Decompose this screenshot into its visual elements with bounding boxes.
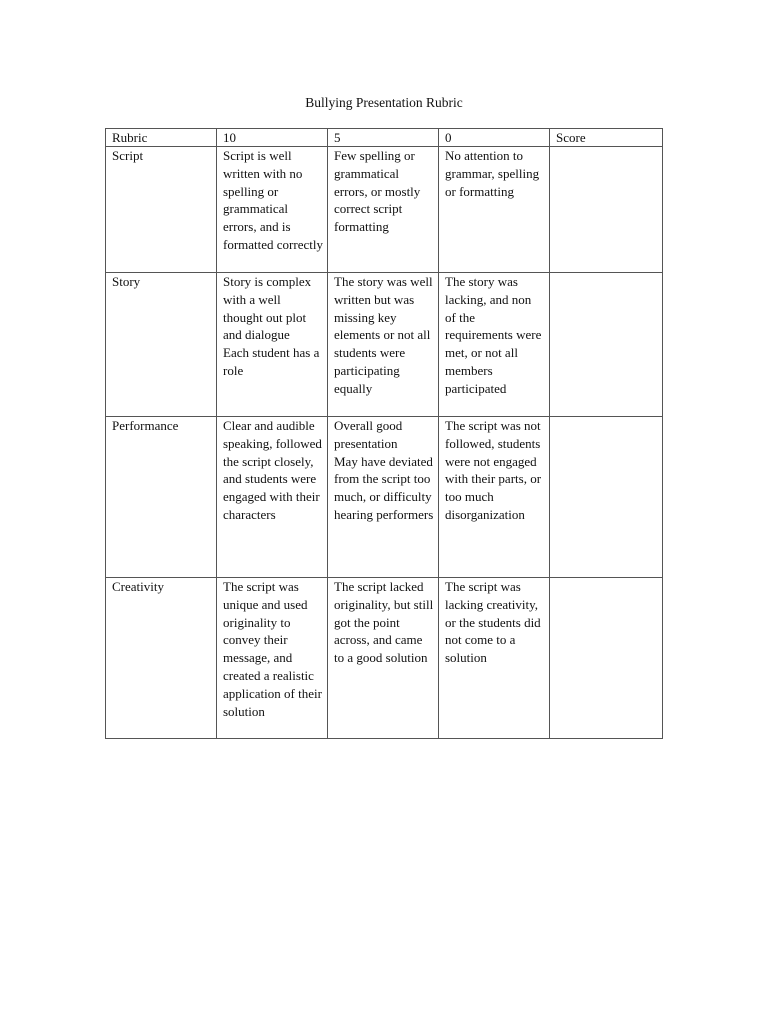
table-row <box>106 273 663 417</box>
level-10-cell: Clear and audible speaking, followed the script closely, and students were engaged with their characters <box>217 417 328 578</box>
criterion-cell: Creativity <box>106 578 217 739</box>
level-0-cell: No attention to grammar, spelling or formatting <box>439 147 550 273</box>
table-row <box>106 147 663 273</box>
level-5-cell: The story was well written but was missing key elements or not all students were participating equally <box>328 273 439 417</box>
cell-line: Story is complex with a well thought out plot and dialogue <box>223 274 315 343</box>
score-cell <box>550 417 663 578</box>
cell-line: Overall good presentation <box>334 418 406 451</box>
cell-line: May have deviated from the script too much, or difficulty hearing performers <box>334 453 437 522</box>
table-row <box>106 578 663 739</box>
level-0-cell: The script was not followed, students were not engaged with their parts, or too much disorganization <box>439 417 550 578</box>
level-10-cell <box>217 273 328 417</box>
level-0-cell: The story was lacking, and non of the requirements were met, or not all members participated <box>439 273 550 417</box>
level-10-cell: The script was unique and used originality to convey their message, and created a realistic application of their solution <box>217 578 328 739</box>
table-row <box>106 417 663 578</box>
level-10-cell: Script is well written with no spelling or grammatical errors, and is formatted correctly <box>217 147 328 273</box>
rubric-table <box>105 128 663 739</box>
header-score: Score <box>550 129 663 147</box>
page-title: Bullying Presentation Rubric <box>305 95 463 110</box>
level-5-cell: Few spelling or grammatical errors, or mostly correct script formatting <box>328 147 439 273</box>
header-rubric: Rubric <box>106 129 217 147</box>
header-score-0: 0 <box>439 129 550 147</box>
table-header-row <box>106 129 663 147</box>
header-score-10: 10 <box>217 129 328 147</box>
score-cell <box>550 273 663 417</box>
criterion-cell: Story <box>106 273 217 417</box>
criterion-cell: Script <box>106 147 217 273</box>
score-cell <box>550 147 663 273</box>
cell-line: Each student has a role <box>223 345 323 378</box>
level-5-cell <box>328 417 439 578</box>
score-cell <box>550 578 663 739</box>
level-0-cell: The script was lacking creativity, or the students did not come to a solution <box>439 578 550 739</box>
header-score-5: 5 <box>328 129 439 147</box>
criterion-cell: Performance <box>106 417 217 578</box>
level-5-cell: The script lacked originality, but still got the point across, and came to a good solution <box>328 578 439 739</box>
